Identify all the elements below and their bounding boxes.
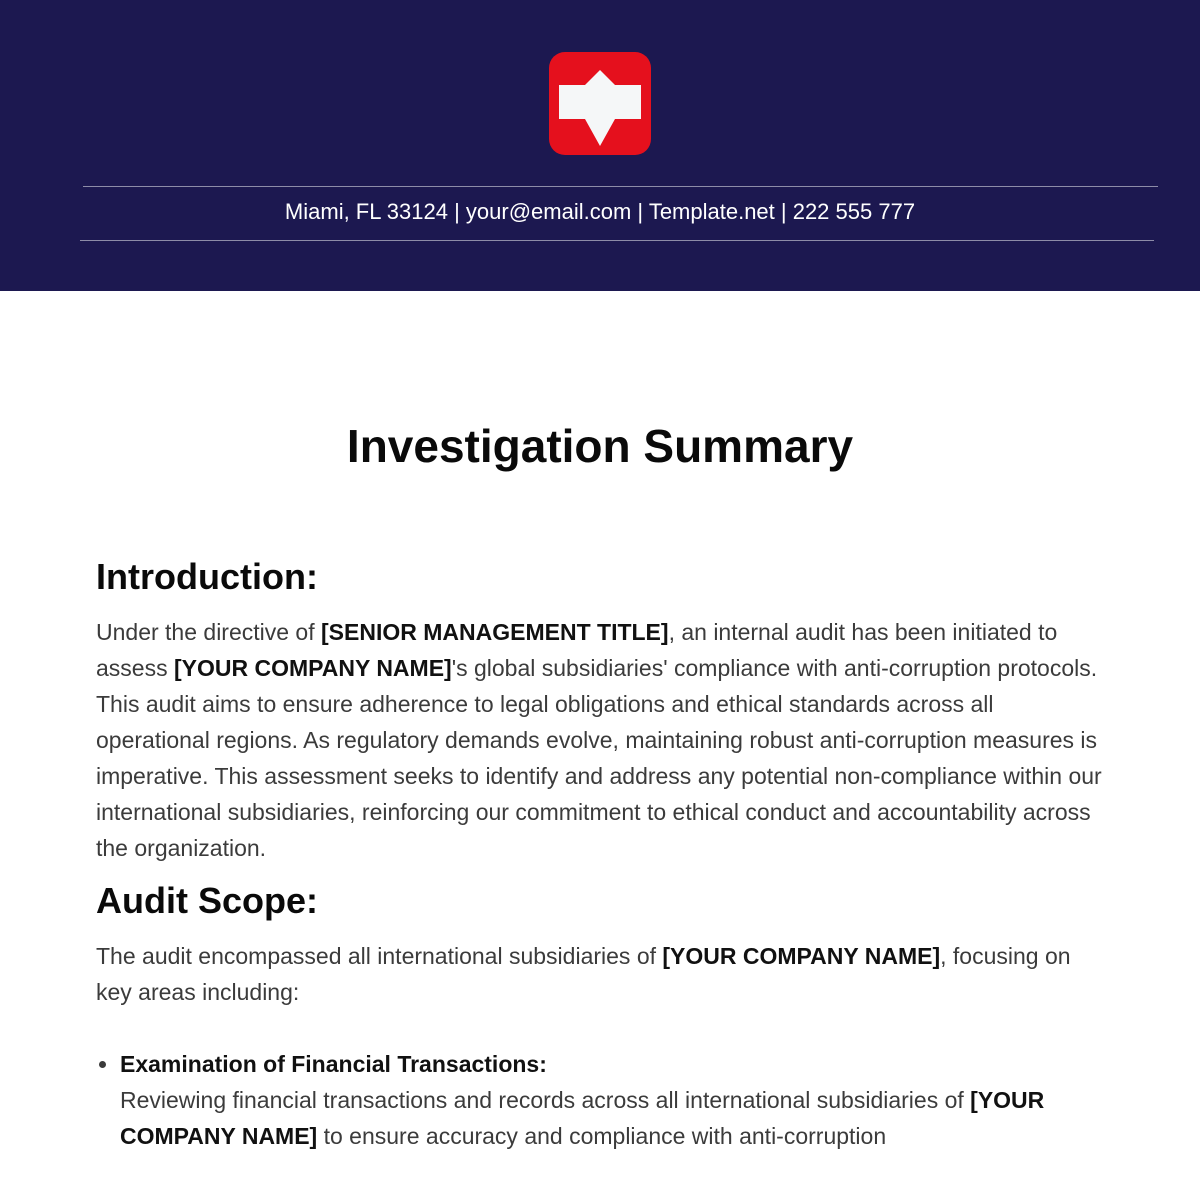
contact-info: Miami, FL 33124 | your@email.com | Template.net | 222 555 777	[284, 199, 916, 224]
introduction-heading: Introduction:	[96, 556, 318, 597]
audit-scope-heading: Audit Scope:	[96, 880, 318, 921]
audit-scope-text-1: The audit encompassed all international subsidiaries of	[96, 943, 663, 969]
document-title: Investigation Summary	[346, 420, 854, 472]
list-item-text-1: Reviewing financial transactions and records across all international subsidiaries of	[120, 1087, 971, 1113]
introduction-text-3: 's global subsidiaries' compliance with anti-corruption protocols. This audit aims to ensure adherence to legal obligations and ethical standards across all operational regions. As regulatory demands evolve, maintaining robust anti-corruption measures is imperative. This assessment seeks to identify and address any potential non-compliance within our international subsidiaries, reinforcing our commitment to ethical conduct and accountability across the organization.	[96, 655, 1102, 861]
header-divider-bottom	[80, 240, 1154, 241]
list-item-text-2: to ensure accuracy and compliance with anti-corruption	[317, 1123, 887, 1149]
document-body	[96, 553, 1106, 1154]
company-name-placeholder: [YOUR COMPANY NAME]	[662, 943, 941, 969]
page-header	[0, 0, 1200, 291]
introduction-text-2: , an internal audit has been initiated to assess	[96, 619, 1058, 681]
company-name-placeholder: [YOUR COMPANY NAME]	[120, 1087, 1045, 1149]
company-name-placeholder: [YOUR COMPANY NAME]	[173, 655, 452, 681]
senior-management-placeholder: [SENIOR MANAGEMENT TITLE]	[321, 619, 669, 645]
list-item-title: • Examination of Financial Transactions:	[120, 1051, 547, 1077]
audit-scope-text-2: , focusing on key areas including:	[96, 943, 1071, 1005]
introduction-paragraph	[96, 614, 1106, 866]
audit-scope-paragraph	[96, 938, 1106, 1010]
header-divider-top	[83, 186, 1158, 187]
company-logo-icon	[549, 52, 651, 155]
introduction-text-1: Under the directive of	[96, 619, 322, 645]
audit-scope-list	[96, 1046, 1106, 1154]
list-item	[120, 1046, 1106, 1154]
